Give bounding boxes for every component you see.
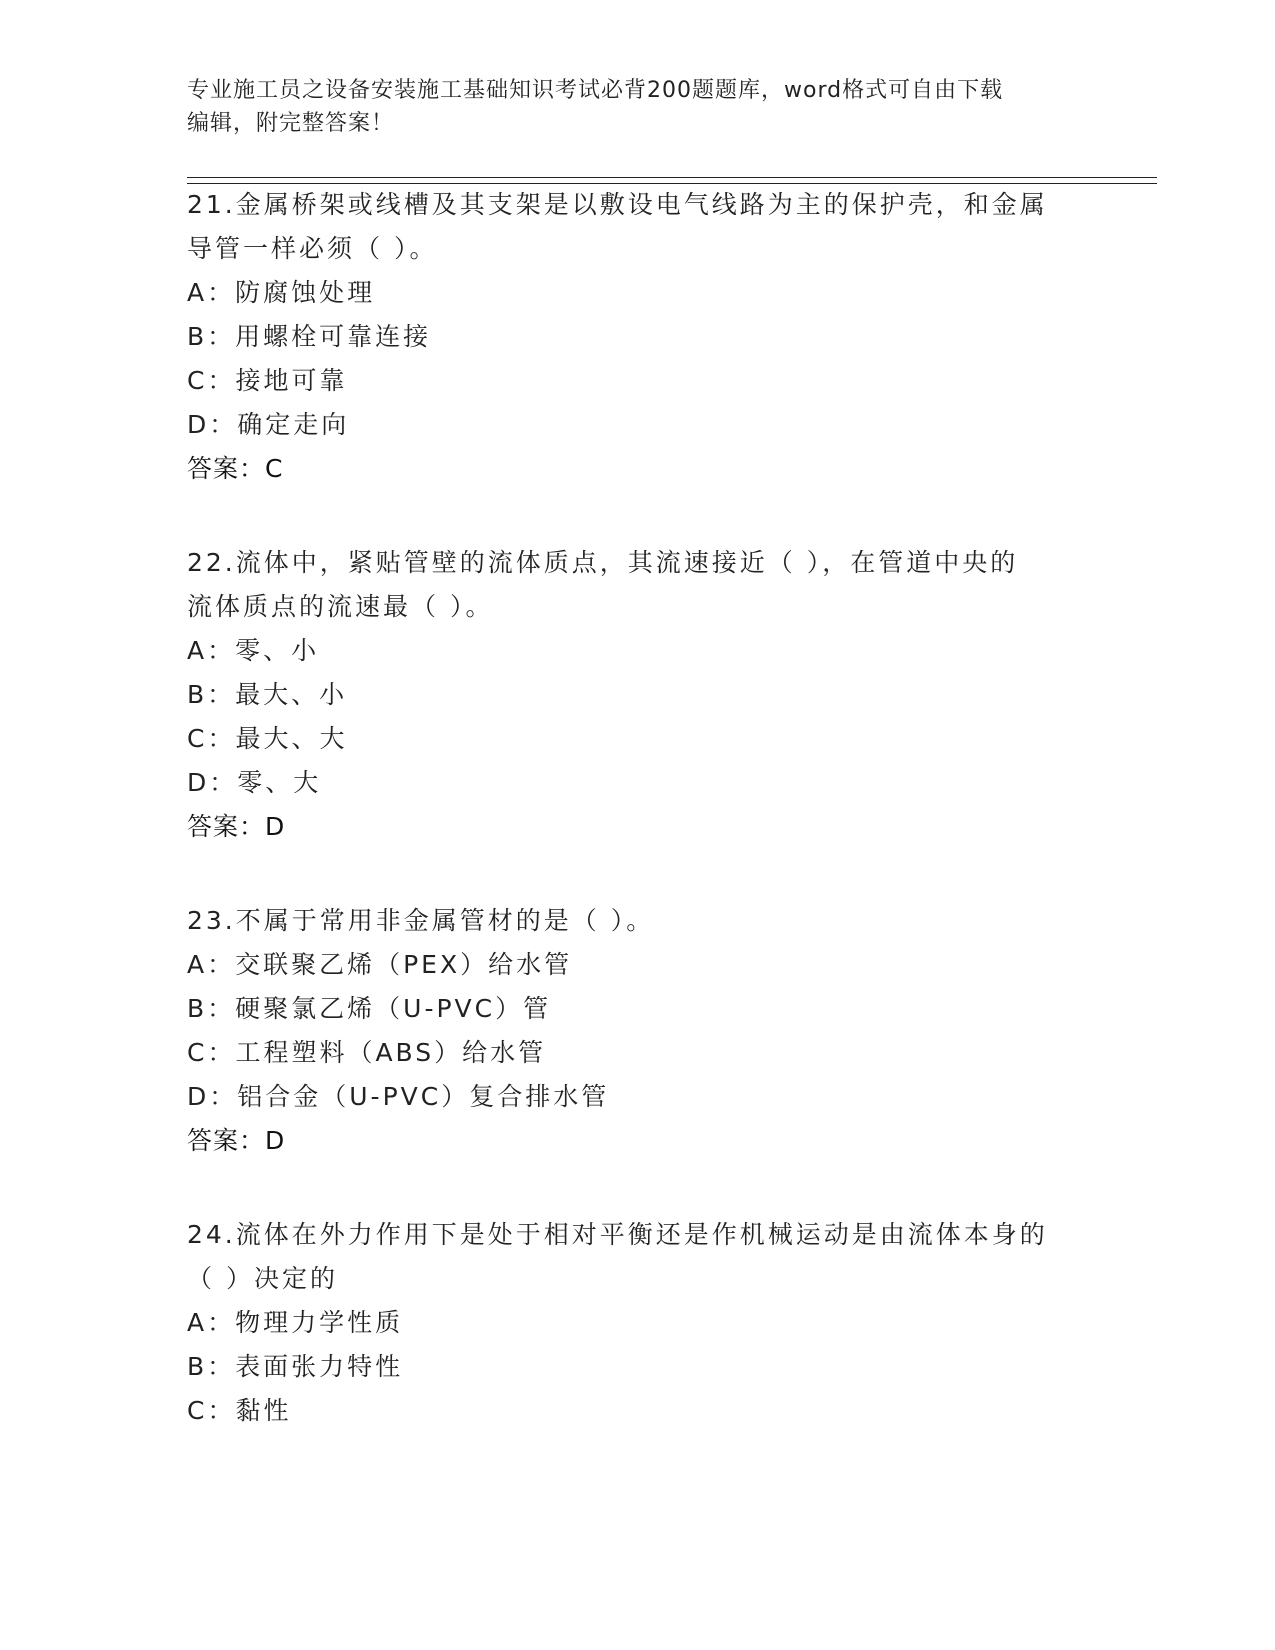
option-b: B：表面张力特性 <box>187 1352 404 1381</box>
option-c: C：接地可靠 <box>187 366 348 395</box>
option-c: C：工程塑料（ABS）给水管 <box>187 1038 547 1067</box>
option-b: B：硬聚氯乙烯（U-PVC）管 <box>187 994 552 1023</box>
answer-label: 答案：C <box>187 454 284 483</box>
header-line-1: 专业施工员之设备安装施工基础知识考试必背200题题库，word格式可自由下载 <box>187 78 1004 103</box>
question-stem-line-1: 22.流体中，紧贴管壁的流体质点，其流速接近（ ），在管道中央的 <box>187 548 1019 577</box>
option-d: D：零、大 <box>187 768 322 797</box>
question-stem-line-2: （ ）决定的 <box>187 1264 338 1293</box>
question-stem-line-1: 21.金属桥架或线槽及其支架是以敷设电气线路为主的保护壳，和金属 <box>187 190 1048 219</box>
header-divider-bottom <box>187 183 1157 184</box>
option-d: D：确定走向 <box>187 410 350 439</box>
option-b: B：最大、小 <box>187 680 348 709</box>
answer-label: 答案：D <box>187 812 286 841</box>
option-b: B：用螺栓可靠连接 <box>187 322 432 351</box>
option-a: A：物理力学性质 <box>187 1308 404 1337</box>
header-line-2: 编辑，附完整答案！ <box>187 111 395 136</box>
answer-label: 答案：D <box>187 1126 286 1155</box>
question-stem-line-2: 导管一样必须（ ）。 <box>187 234 438 263</box>
question-stem-line-2: 流体质点的流速最（ ）。 <box>187 592 494 621</box>
option-c: C：黏性 <box>187 1396 292 1425</box>
document-header <box>187 74 1067 140</box>
option-c: C：最大、大 <box>187 724 348 753</box>
option-a: A：零、小 <box>187 636 320 665</box>
option-a: A：防腐蚀处理 <box>187 278 376 307</box>
option-d: D：铝合金（U-PVC）复合排水管 <box>187 1082 610 1111</box>
option-a: A：交联聚乙烯（PEX）给水管 <box>187 950 573 979</box>
question-stem-line-1: 23.不属于常用非金属管材的是（ ）。 <box>187 906 655 935</box>
header-divider-top <box>187 177 1157 178</box>
question-stem-line-1: 24.流体在外力作用下是处于相对平衡还是作机械运动是由流体本身的 <box>187 1220 1048 1249</box>
